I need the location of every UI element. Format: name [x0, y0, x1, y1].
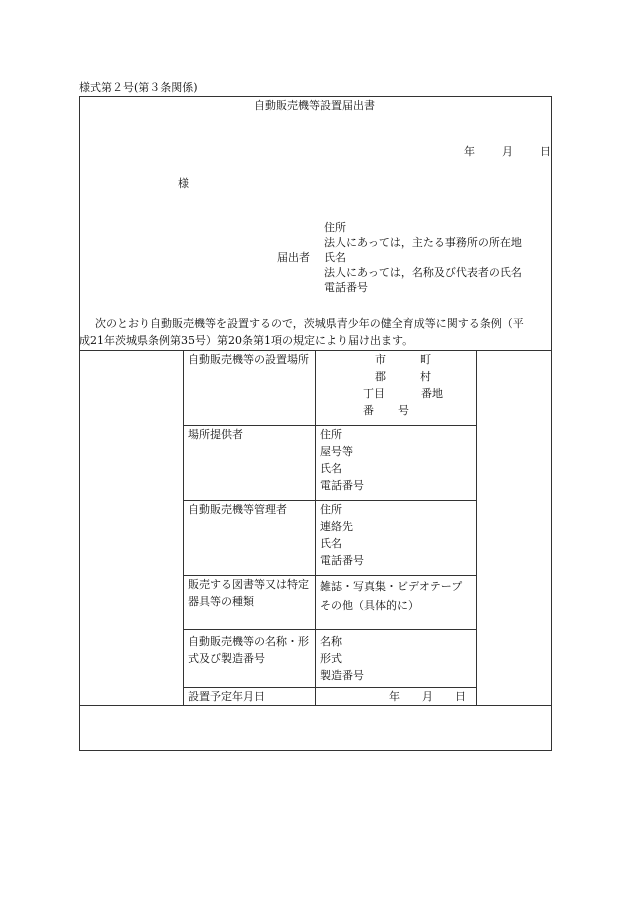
applicant-name-note: 法人にあっては，名称及び代表者の氏名	[324, 266, 522, 279]
machine-label: 自動販売機等の名称・形式及び製造番号	[184, 630, 316, 688]
applicant-address-note: 法人にあっては，主たる事務所の所在地	[324, 236, 522, 249]
applicant-name-label[interactable]: 氏名	[324, 251, 346, 264]
provider-address: 住所	[320, 428, 342, 441]
date-day-field[interactable]: 日	[540, 145, 551, 158]
machine-value-cell[interactable]	[316, 630, 477, 688]
table-row	[184, 501, 477, 576]
goods-value-cell[interactable]	[316, 576, 477, 630]
items-table	[183, 350, 477, 706]
form-title: 自動販売機等設置届出書	[254, 99, 375, 112]
banchi-text: 番地	[421, 387, 443, 400]
manager-value-cell[interactable]	[316, 501, 477, 576]
planned-date-label: 設置予定年月日	[184, 688, 316, 706]
planned-year: 年	[389, 690, 400, 703]
town-text: 町	[420, 353, 431, 366]
go-text: 号	[398, 404, 409, 417]
goods-option-2: その他（具体的に）	[320, 599, 419, 612]
form-number: 様式第２号(第３条関係)	[79, 81, 198, 94]
date-year-field[interactable]: 年	[464, 145, 475, 158]
statement-line-2: 成21年茨城県条例第35号）第20条第1項の規定により届け出ます。	[79, 334, 414, 347]
applicant-address-label[interactable]: 住所	[324, 221, 346, 234]
table-row	[184, 630, 477, 688]
ban-text: 番	[363, 404, 374, 417]
manager-address: 住所	[320, 503, 342, 516]
goods-option-1: 雑誌・写真集・ビデオテープ	[320, 580, 463, 593]
planned-month: 月	[422, 690, 433, 703]
location-value-cell[interactable]	[316, 351, 477, 426]
manager-phone: 電話番号	[320, 554, 364, 567]
applicant-phone-label[interactable]: 電話番号	[324, 281, 368, 294]
addressee-suffix: 様	[178, 177, 189, 190]
machine-serial: 製造番号	[320, 669, 364, 682]
planned-day: 日	[455, 690, 466, 703]
provider-trade-name: 屋号等	[320, 445, 353, 458]
applicant-label: 届出者	[277, 251, 310, 264]
chome-text: 丁目	[363, 387, 385, 400]
planned-date-value-cell[interactable]	[316, 688, 477, 706]
manager-label: 自動販売機等管理者	[184, 501, 316, 576]
manager-contact: 連絡先	[320, 520, 353, 533]
city-text: 市	[375, 353, 386, 366]
machine-model: 形式	[320, 652, 342, 665]
manager-name: 氏名	[320, 537, 342, 550]
date-line	[464, 144, 551, 160]
provider-label: 場所提供者	[184, 426, 316, 501]
date-month-field[interactable]: 月	[502, 145, 513, 158]
location-label: 自動販売機等の設置場所	[184, 351, 316, 426]
table-row	[184, 576, 477, 630]
table-row	[184, 426, 477, 501]
goods-label: 販売する図書等又は特定器具等の種類	[184, 576, 316, 630]
provider-name: 氏名	[320, 462, 342, 475]
machine-name: 名称	[320, 635, 342, 648]
table-row	[184, 688, 477, 706]
village-text: 村	[420, 370, 431, 383]
provider-phone: 電話番号	[320, 479, 364, 492]
county-text: 郡	[375, 370, 386, 383]
provider-value-cell[interactable]	[316, 426, 477, 501]
statement-line-1: 次のとおり自動販売機等を設置するので，茨城県青少年の健全育成等に関する条例（平	[95, 317, 524, 330]
table-row	[184, 351, 477, 426]
